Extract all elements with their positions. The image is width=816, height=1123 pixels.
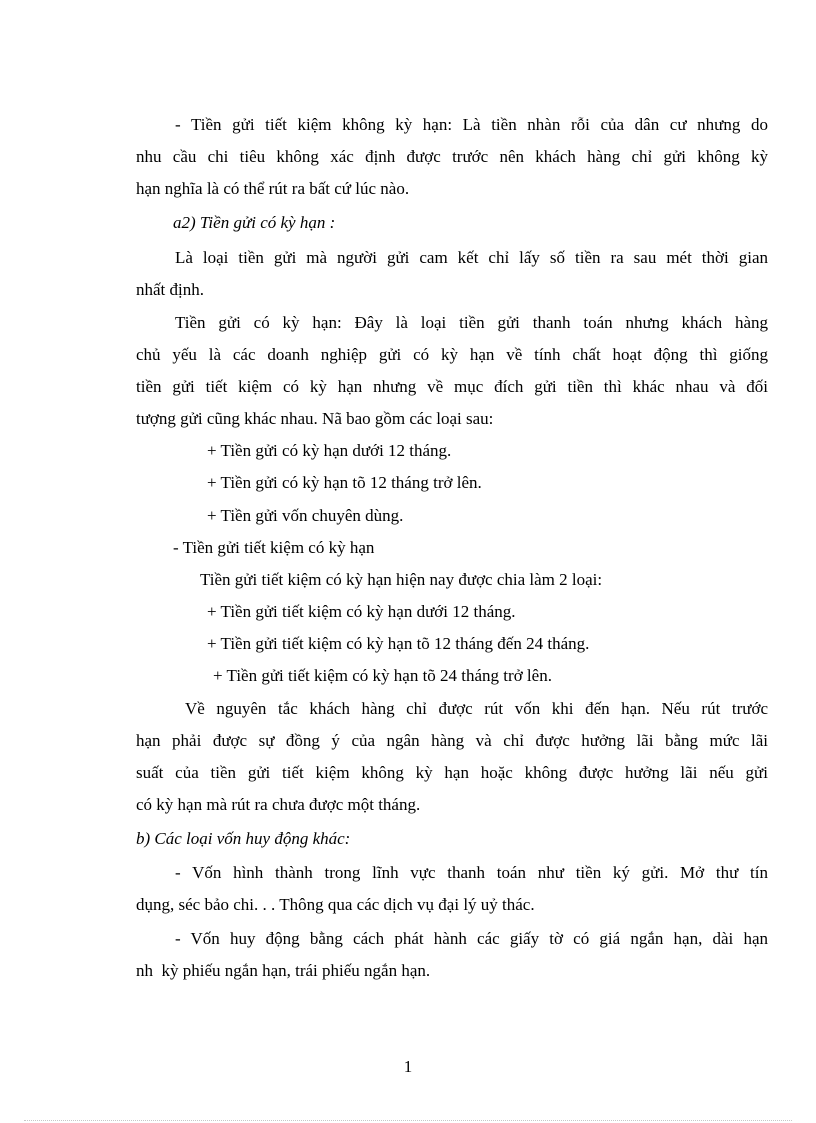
paragraph-line: chủ yếu là các doanh nghiệp gửi có kỳ hạn về tính chất hoạt động thì giống — [136, 345, 768, 364]
list-item: + Tiền gửi có kỳ hạn dưới 12 tháng. — [207, 441, 452, 460]
page-bottom-divider — [24, 1120, 792, 1121]
page-number: 1 — [403, 1057, 413, 1076]
list-item: + Tiền gửi có kỳ hạn tõ 12 tháng trở lên. — [207, 473, 482, 492]
list-item: + Tiền gửi tiết kiệm có kỳ hạn dưới 12 tháng. — [207, 602, 516, 621]
paragraph-line: dụng, séc bảo chi. . . Thông qua các dịch vụ đại lý uỷ thác. — [136, 895, 535, 914]
paragraph-line: có kỳ hạn mà rút ra chưa được một tháng. — [136, 795, 421, 814]
paragraph-line: hạn phải được sự đồng ý của ngân hàng và chỉ được hưởng lãi bằng mức lãi — [136, 731, 768, 750]
paragraph-line: nhất định. — [136, 280, 204, 299]
section-heading-b: b) Các loại vốn huy động khác: — [136, 829, 351, 848]
paragraph-line: Là loại tiền gửi mà người gửi cam kết chỉ lấy số tiền ra sau mét thời gian — [175, 248, 768, 267]
paragraph-line: nh kỳ phiếu ngắn hạn, trái phiếu ngắn hạn. — [136, 961, 431, 980]
paragraph-line: tượng gửi cũng khác nhau. Nã bao gồm các loại sau: — [136, 409, 494, 428]
paragraph-line: - Tiền gửi tiết kiệm có kỳ hạn — [173, 538, 375, 557]
paragraph-line: nhu cầu chi tiêu không xác định được trước nên khách hàng chỉ gửi không kỳ — [136, 147, 768, 166]
paragraph-line: tiền gửi tiết kiệm có kỳ hạn nhưng về mục đích gửi tiền thì khác nhau và đối — [136, 377, 768, 396]
paragraph-line: - Vốn huy động bằng cách phát hành các giấy tờ có giá ngắn hạn, dài hạn — [175, 929, 768, 948]
paragraph-line: - Vốn hình thành trong lĩnh vực thanh toán như tiền ký gửi. Mở thư tín — [175, 863, 768, 882]
list-item: + Tiền gửi tiết kiệm có kỳ hạn tõ 12 tháng đến 24 tháng. — [207, 634, 590, 653]
list-item: + Tiền gửi tiết kiệm có kỳ hạn tõ 24 tháng trở lên. — [213, 666, 552, 685]
paragraph-line: suất của tiền gửi tiết kiệm không kỳ hạn hoặc không được hưởng lãi nếu gửi — [136, 763, 768, 782]
section-heading-a2: a2) Tiền gửi có kỳ hạn : — [173, 213, 336, 232]
paragraph-line: Tiền gửi tiết kiệm có kỳ hạn hiện nay được chia làm 2 loại: — [200, 570, 603, 589]
paragraph-line: Về nguyên tắc khách hàng chỉ được rút vốn khi đến hạn. Nếu rút trước — [185, 699, 768, 718]
paragraph-line: - Tiền gửi tiết kiệm không kỳ hạn: Là tiền nhàn rỗi của dân cư nhưng do — [175, 115, 768, 134]
paragraph-line: Tiền gửi có kỳ hạn: Đây là loại tiền gửi thanh toán nhưng khách hàng — [175, 313, 768, 332]
list-item: + Tiền gửi vốn chuyên dùng. — [207, 506, 404, 525]
paragraph-line: hạn nghĩa là có thể rút ra bất cứ lúc nào. — [136, 179, 410, 198]
